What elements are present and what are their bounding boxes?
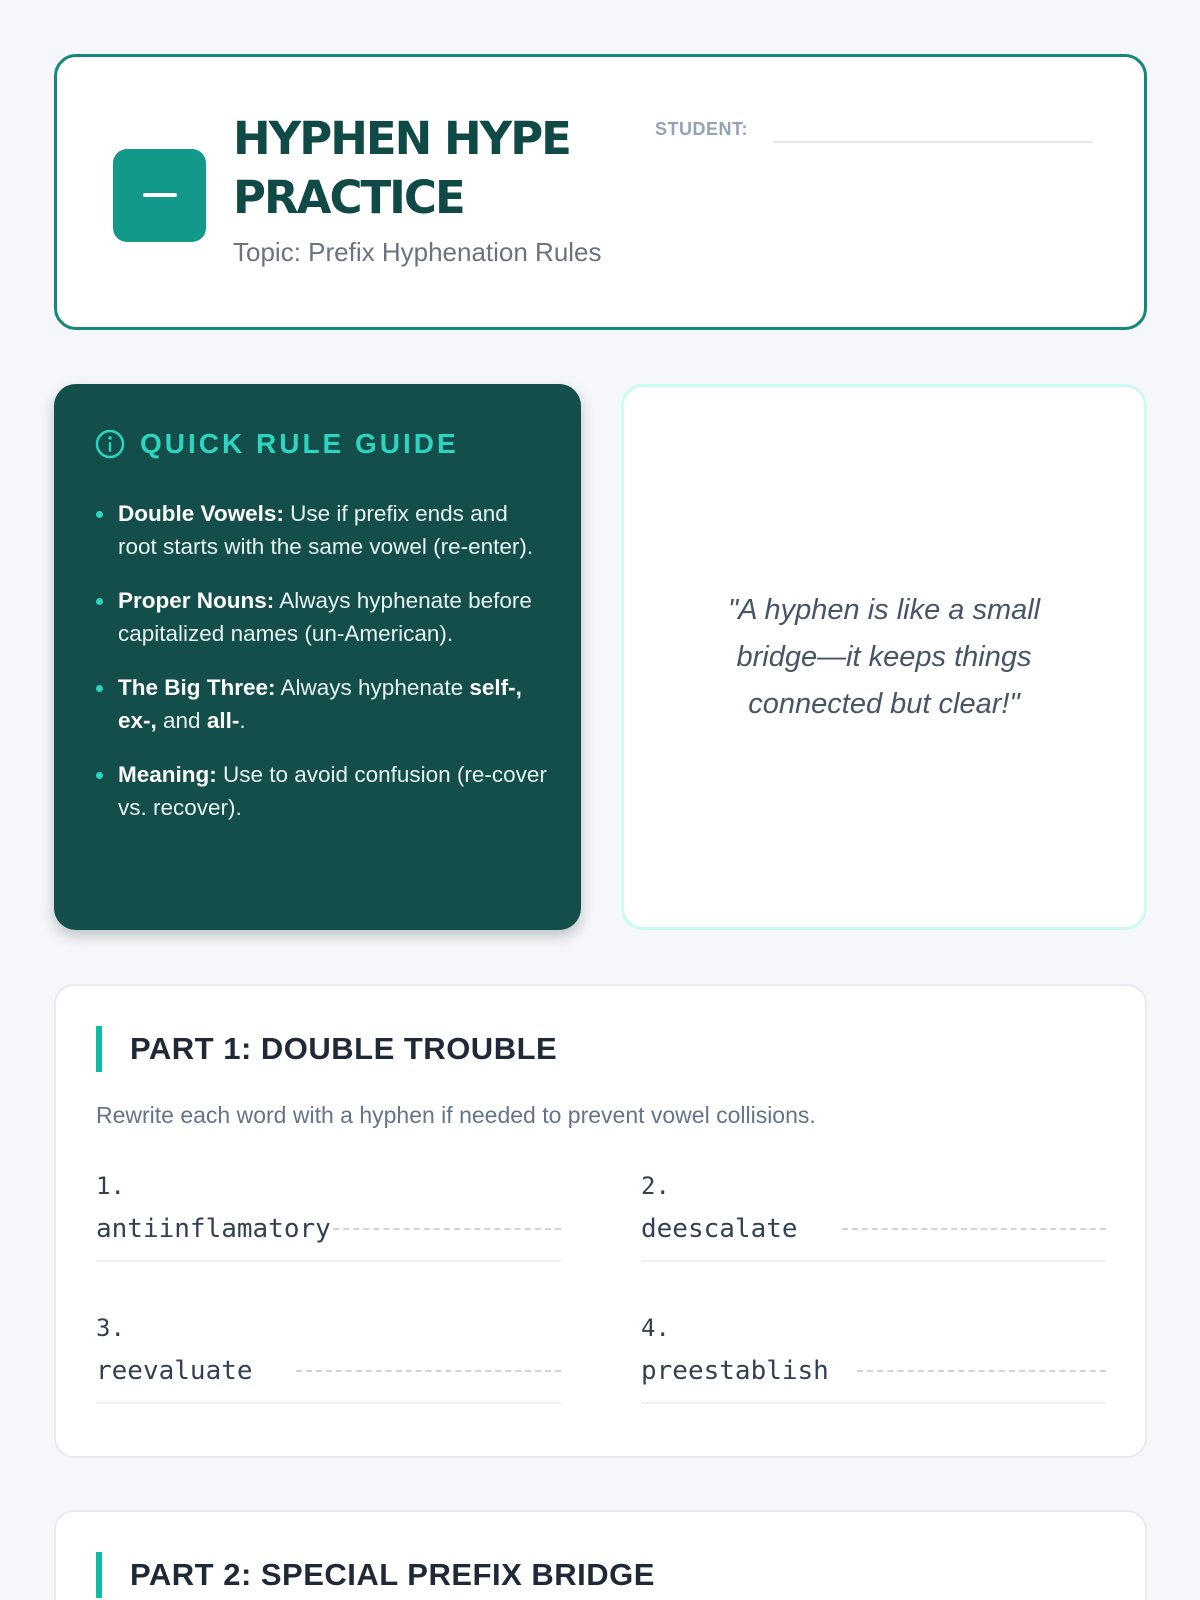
part-1-instructions: Rewrite each word with a hyphen if needed to prevent vowel collisions. [96,1102,816,1128]
rule-text: Always hyphenate before capitalized names (un-American). [118,588,532,646]
rule-text: Use to avoid confusion (re-cover vs. recover). [118,762,547,820]
part-2-section [54,1510,1147,1600]
exercise-item [96,1166,561,1262]
rule-double-vowels [118,497,548,563]
quote-text: "A hyphen is like a small bridge—it keeps things connected but clear!" [727,593,1041,720]
part-1-title: PART 1: DOUBLE TROUBLE [130,1031,558,1066]
answer-blank[interactable] [333,1228,561,1230]
rule-meaning [118,758,548,824]
exercise-item [641,1166,1106,1262]
worksheet-subtitle: Topic: Prefix Hyphenation Rules [233,237,602,267]
rule-text: Use if prefix ends and root starts with the same vowel (re-enter). [118,501,534,559]
exercise-word: reevaluate [96,1356,253,1386]
part-2-title: PART 2: SPECIAL PREFIX BRIDGE [130,1557,655,1592]
exercise-item [96,1308,561,1404]
exercise-number: 1. [96,1172,125,1200]
exercise-number: 2. [641,1172,670,1200]
exercise-number: 4. [641,1314,670,1342]
rule-term: Meaning: [118,762,217,787]
rule-text: . [239,708,246,733]
dash-icon [113,149,206,242]
quote-card [621,384,1147,930]
rule-guide-header [94,428,459,460]
rule-text: Always hyphenate [275,675,470,700]
answer-blank[interactable] [857,1370,1106,1372]
exercise-number: 3. [96,1314,125,1342]
worksheet-title: HYPHEN HYPE PRACTICE [233,112,570,224]
header-card [54,54,1147,330]
exercise-item [641,1308,1106,1404]
answer-blank[interactable] [296,1370,561,1372]
quick-rule-guide [54,384,581,930]
rule-prefix-all: all- [206,708,240,733]
part-2-header [96,1552,655,1598]
part-1-header [96,1026,557,1072]
rule-big-three [118,671,548,737]
student-name-field[interactable] [773,141,1093,143]
part-1-section [54,984,1147,1458]
rule-term: Proper Nouns: [118,588,275,613]
rule-text: and [156,708,207,733]
rule-term: Double Vowels: [118,501,284,526]
rule-list [118,497,548,845]
student-label: STUDENT: [655,119,748,139]
exercise-word: antiinflamatory [96,1214,331,1244]
answer-blank[interactable] [842,1228,1106,1230]
rule-term: The Big Three: [118,675,276,700]
exercise-word: preestablish [641,1356,829,1386]
rule-proper-nouns [118,584,548,650]
info-icon [94,428,126,460]
rule-guide-title: QUICK RULE GUIDE [140,428,459,459]
rule-prefixes: self-, ex-, [118,675,522,733]
exercise-word: deescalate [641,1214,798,1244]
